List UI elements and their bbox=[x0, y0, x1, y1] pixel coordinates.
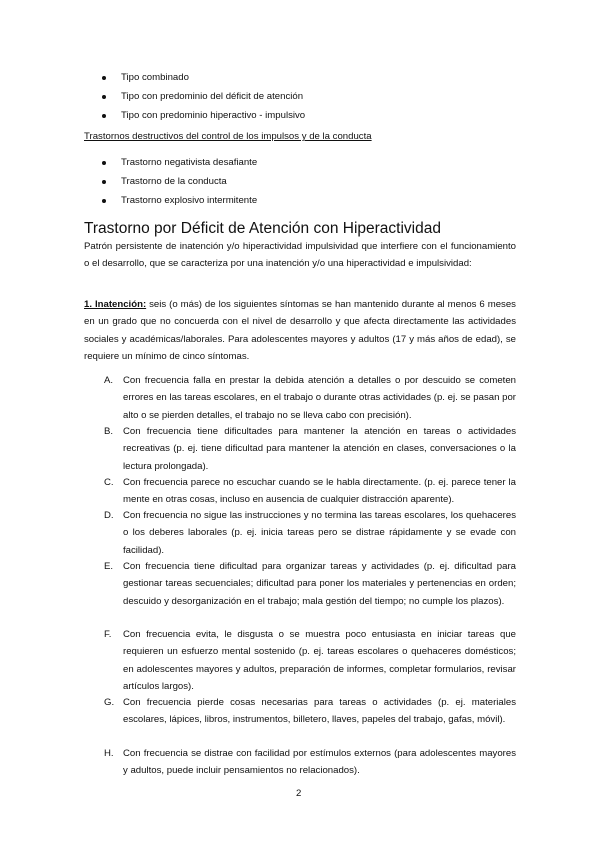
intro-paragraph: Patrón persistente de inatención y/o hiperactividad impulsividad que interfiere con el funcionamiento o el desarrollo, que se caracteriza por una inatención y/o una hiperactividad e impulsividad: bbox=[84, 241, 516, 270]
bullet-icon bbox=[102, 95, 106, 99]
page-number: 2 bbox=[296, 788, 302, 799]
bullet-icon bbox=[102, 161, 106, 165]
bullet-icon bbox=[102, 76, 106, 80]
inattention-paragraph bbox=[84, 296, 516, 366]
inattention-text: seis (o más) de los siguientes síntomas se han mantenido durante al menos 6 meses en un grado que no concuerda con el nivel de desarrollo y que afecta directamente las actividades sociales y académicas/laborales. Para adolescentes mayores y adultos (17 y más años de edad), se requiere un mínimo de cinco síntomas. bbox=[84, 299, 516, 363]
section-title: Trastorno por Déficit de Atención con Hiperactividad bbox=[84, 220, 441, 237]
document-page: Tipo combinado Tipo con predominio del déficit de atención Tipo con predominio hiperactivo - impulsivo Trastornos destructivos del control de los impulsos y de la conducta Trastorno negativista desafiante Trastorno de la conducta Trastorno explosivo intermitente Trastorno por Déficit de Atención con Hiperactividad Patrón persistente de inatención y/o hiperactividad impulsividad que interfiere con el funcionamiento o el desarrollo, que se caracteriza por una inatención y/o una hiperactividad e impulsividad: 1. Inatención: seis (o más) de los siguientes síntomas se han mantenido durante al menos 6 meses en un grado que no concuerda con el nivel de desarrollo y que afecta directamente las actividades sociales y académicas/laborales. Para adolescentes mayores y adultos (17 y más años de edad), se requiere un mínimo de cinco síntomas. A. Con frecuencia falla en prestar la debida atención a detalles o por descuido se cometen errores en las tareas escolares, en el trabajo o durante otras actividades (p. ej. se pasan por alto o se pierden detalles, el trabajo no se lleva cabo con precisión). B. Con frecuencia tiene dificultades para mantener la atención en tareas o actividades recreativas (p. ej. tiene dificultad para mantener la atención en clases, conversaciones o la lectura prolongada). C. Con frecuencia parece no escuchar cuando se le habla directamente. (p. ej. parece tener la mente en otras cosas, incluso en ausencia de cualquier distracción aparente). D. Con frecuencia no sigue las instrucciones y no termina las tareas escolares, los quehaceres o los deberes laborales (p. ej. inicia tareas pero se distrae rápidamente y se evade con facilidad). E. Con frecuencia tiene dificultad para organizar tareas y actividades (p. ej. dificultad para gestionar tareas secuenciales; dificultad para poner los materiales y pertenencias en orden; descuido y desorganización en el trabajo; mala gestión del tiempo; no cumple los plazos). F. Con frecuencia evita, le disgusta o se muestra poco entusiasta en iniciar tareas que requieren un esfuerzo mental sostenido (p. ej. tareas escolares o quehaceres domésticos; en adolescentes mayores y adultos, preparación de informes, completar formularios, revisar artículos largos). G. Con frecuencia pierde cosas necesarias para tareas o actividades (p. ej. materiales escolares, lápices, libros, instrumentos, billetero, llaves, papeles del trabajo, gafas, móvil). H. Con frecuencia se distrae con facilidad por estímulos externos (para adolescentes mayores y adultos, puede incluir pensamientos no relacionados). 2 bbox=[0, 0, 599, 848]
bullet-icon bbox=[102, 180, 106, 184]
inattention-label: 1. Inatención: bbox=[84, 299, 147, 310]
subheading: Trastornos destructivos del control de los impulsos y de la conducta bbox=[84, 131, 372, 142]
bullet-icon bbox=[102, 114, 106, 118]
bullet-icon bbox=[102, 199, 106, 203]
